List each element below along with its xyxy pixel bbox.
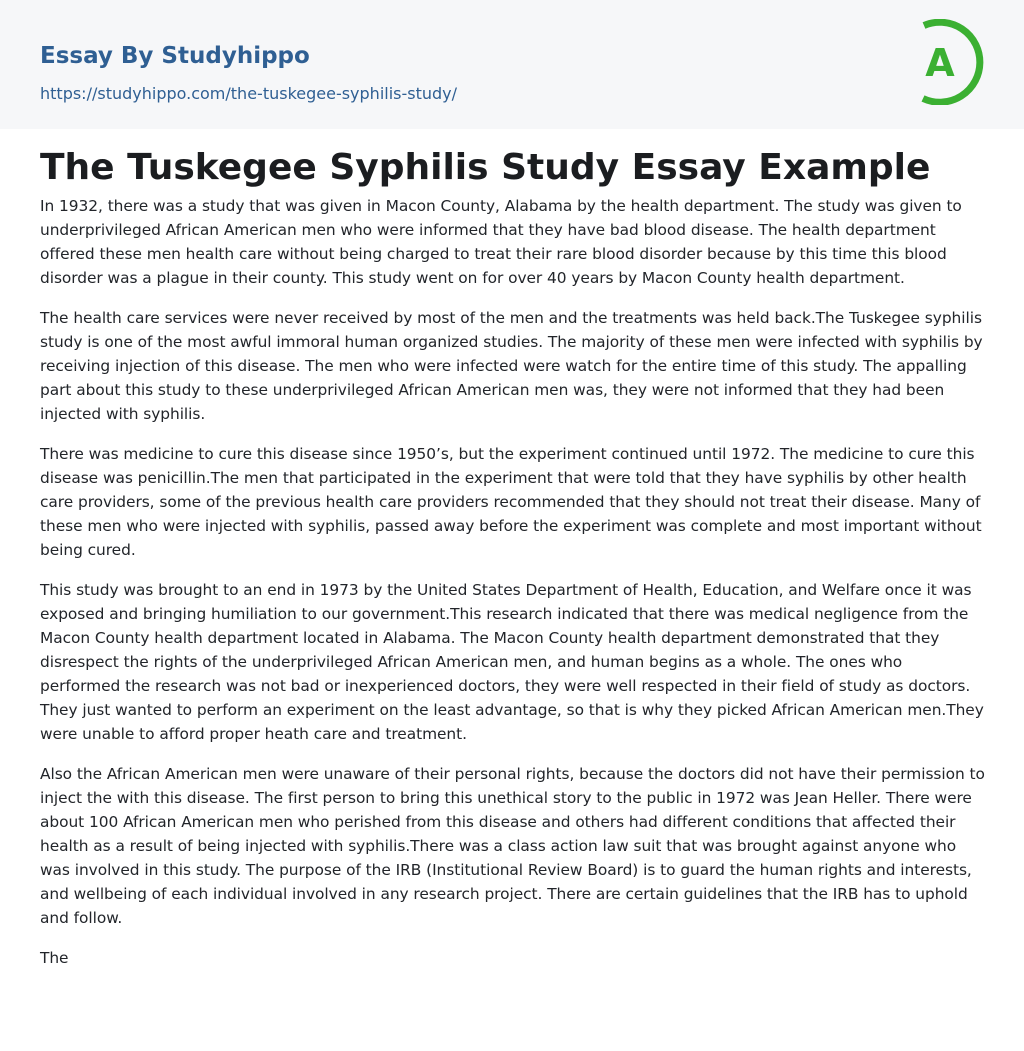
article-body [40,194,986,986]
studyhippo-logo-icon[interactable] [912,19,986,105]
paragraph: There was medicine to cure this disease since 1950’s, but the experiment continued until 1972. The medicine to cure this disease was penicillin.The men that participated in the experiment that were told that they have syphilis by other health care providers, some of the previous health care providers recommended that they should not treat their disease. Many of these men who were injected with syphilis, passed away before the experiment was complete and most important without being cured. [40,445,982,559]
paragraph: Also the African American men were unaware of their personal rights, because the doctors did not have their permission to inject the with this disease. The first person to bring this unethical story to the public in 1972 was Jean Heller. There were about 100 African American men who perished from this disease and others had different conditions that affected their health as a result of being injected with syphilis.There was a class action law suit that was brought against anyone who was involved in this study. The purpose of the IRB (Institutional Review Board) is to guard the human rights and interests, and wellbeing of each individual involved in any research project. There are certain guidelines that the IRB has to uphold and follow. [40,765,985,927]
article-url-link[interactable]: https://studyhippo.com/the-tuskegee-syphilis-study/ [40,84,458,103]
site-header [0,0,1024,129]
page-title: The Tuskegee Syphilis Study Essay Example [40,147,931,188]
paragraph: The [40,949,69,967]
paragraph: In 1932, there was a study that was given in Macon County, Alabama by the health department. The study was given to underprivileged African American men who were informed that they have bad blood disease. The health department offered these men health care without being charged to treat their rare blood disorder because by this time this blood disorder was a plague in their county. This study went on for over 40 years by Macon County health department. [40,197,962,287]
paragraph: The health care services were never received by most of the men and the treatments was held back.The Tuskegee syphilis study is one of the most awful immoral human organized studies. The majority of these men were infected with syphilis by receiving injection of this disease. The men who were infected were watch for the entire time of this study. The appalling part about this study to these underprivileged African American men was, they were not informed that they had been injected with syphilis. [40,309,983,423]
logo-letter: A [925,41,955,85]
site-brand[interactable]: Essay By Studyhippo [40,43,310,69]
paragraph: This study was brought to an end in 1973 by the United States Department of Health, Education, and Welfare once it was exposed and bringing humiliation to our government.This research indicated that there was medical negligence from the Macon County health department located in Alabama. The Macon County health department demonstrated that they disrespect the rights of the underprivileged African American men, and human begins as a whole. The ones who performed the research was not bad or inexperienced doctors, they were well respected in their field of study as doctors. They just wanted to perform an experiment on the least advantage, so that is why they picked African American men.They were unable to afford proper heath care and treatment. [40,581,984,743]
